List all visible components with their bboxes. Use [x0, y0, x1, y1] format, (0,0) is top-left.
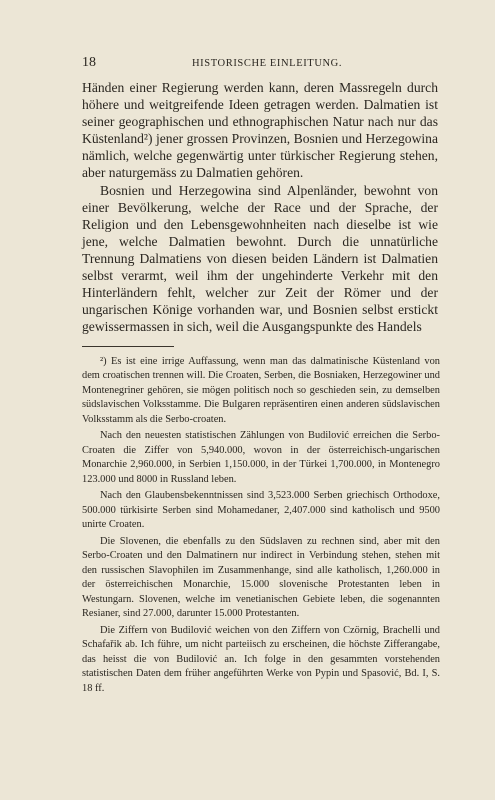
- footnote-paragraph: Die Slovenen, die ebenfalls zu den Südslaven zu rechnen sind, aber mit den Serbo-Croaten und den Dalmatinern nur indirect in Verbindung stehen, stehen mit den russischen Slavophilen im Zusammenhange, sind alle katholisch, 1,260.000 in der österreichischen Monarchie, 15.000 slovenische Protestanten leben in Westungarn. Slovenen, welche im venetianischen Gebiete leben, die sogenannten Resianer, sind 27.000, darunter 15.000 Protestanten.: [82, 536, 440, 620]
- body-paragraph: Bosnien und Herzegowina sind Alpenländer, bewohnt von einer Bevölkerung, welche der Race und der Sprache, der Religion und den Lebensgewohnheiten nach dieselbe ist wie jene, welche Dalmatien bewohnt. Durch die unnatürliche Trennung Dalmatiens von diesen beiden Ländern ist Dalmatien selbst verarmt, weil ihm der ungehinderte Verkehr mit den Hinterländern fehlt, welcher zur Zeit der Römer und der ungarischen Könige vorhanden war, und Bosnien selbst erstickt gewissermassen in sich, weil die Ausgangspunkte des Handels: [82, 182, 438, 335]
- footnote-paragraph: Nach den neuesten statistischen Zählungen von Budilović erreichen die Serbo-Croaten die Ziffer von 5,940.000, wovon in der österreichisch-ungarischen Monarchie 2,960.000, in Serbien 1,150.000, in der Türkei 1,700.000, in Montenegro 123.000 und 8000 in Russland leben.: [82, 430, 440, 485]
- running-title: HISTORISCHE EINLEITUNG.: [192, 58, 343, 69]
- page-header: [82, 55, 438, 71]
- page-number: 18: [82, 55, 96, 70]
- footnotes: [82, 355, 440, 698]
- body-text: [82, 79, 438, 335]
- footnote-paragraph: Die Ziffern von Budilović weichen von den Ziffern von Czörnig, Brachelli und Schafařik ab. Ich führe, um nicht parteiisch zu erscheinen, die höchste Zifferangabe, das heisst die von Budilović an. Ich folge in den gesammten vorstehenden statistischen Daten dem früher angeführten Werke von Pypin und Spasović, Bd. I, S. 18 ff.: [82, 624, 440, 694]
- footnote-separator: [82, 346, 174, 347]
- footnote-paragraph: Nach den Glaubensbekenntnissen sind 3,523.000 Serben griechisch Orthodoxe, 500.000 türkisirte Serben sind Mohamedaner, 2,407.000 sind katholisch und 9500 unirte Croaten.: [82, 490, 440, 531]
- body-paragraph: Händen einer Regierung werden kann, deren Massregeln durch höhere und weitgreifende Ideen getragen werden. Dalmatien ist seiner geographischen und ethnographischen Natur nach nur das Küstenland²) jener grossen Provinzen, Bosnien und Herzegowina nämlich, welche gegenwärtig unter türkischer Regierung stehen, aber naturgemäss zu Dalmatien gehören.: [82, 80, 438, 181]
- footnote-paragraph: ²) Es ist eine irrige Auffassung, wenn man das dalmatinische Küstenland von dem croatischen trennen will. Die Croaten, Serben, die Bosniaken, Herzegowiner und Montenegriner gehören, sie mögen politisch noch so geschieden sein, zu demselben südslavischen Volksstamme. Die Bulgaren repräsentiren einen anderen südslavischen Volksstamm als die Serbo-croaten.: [82, 356, 440, 425]
